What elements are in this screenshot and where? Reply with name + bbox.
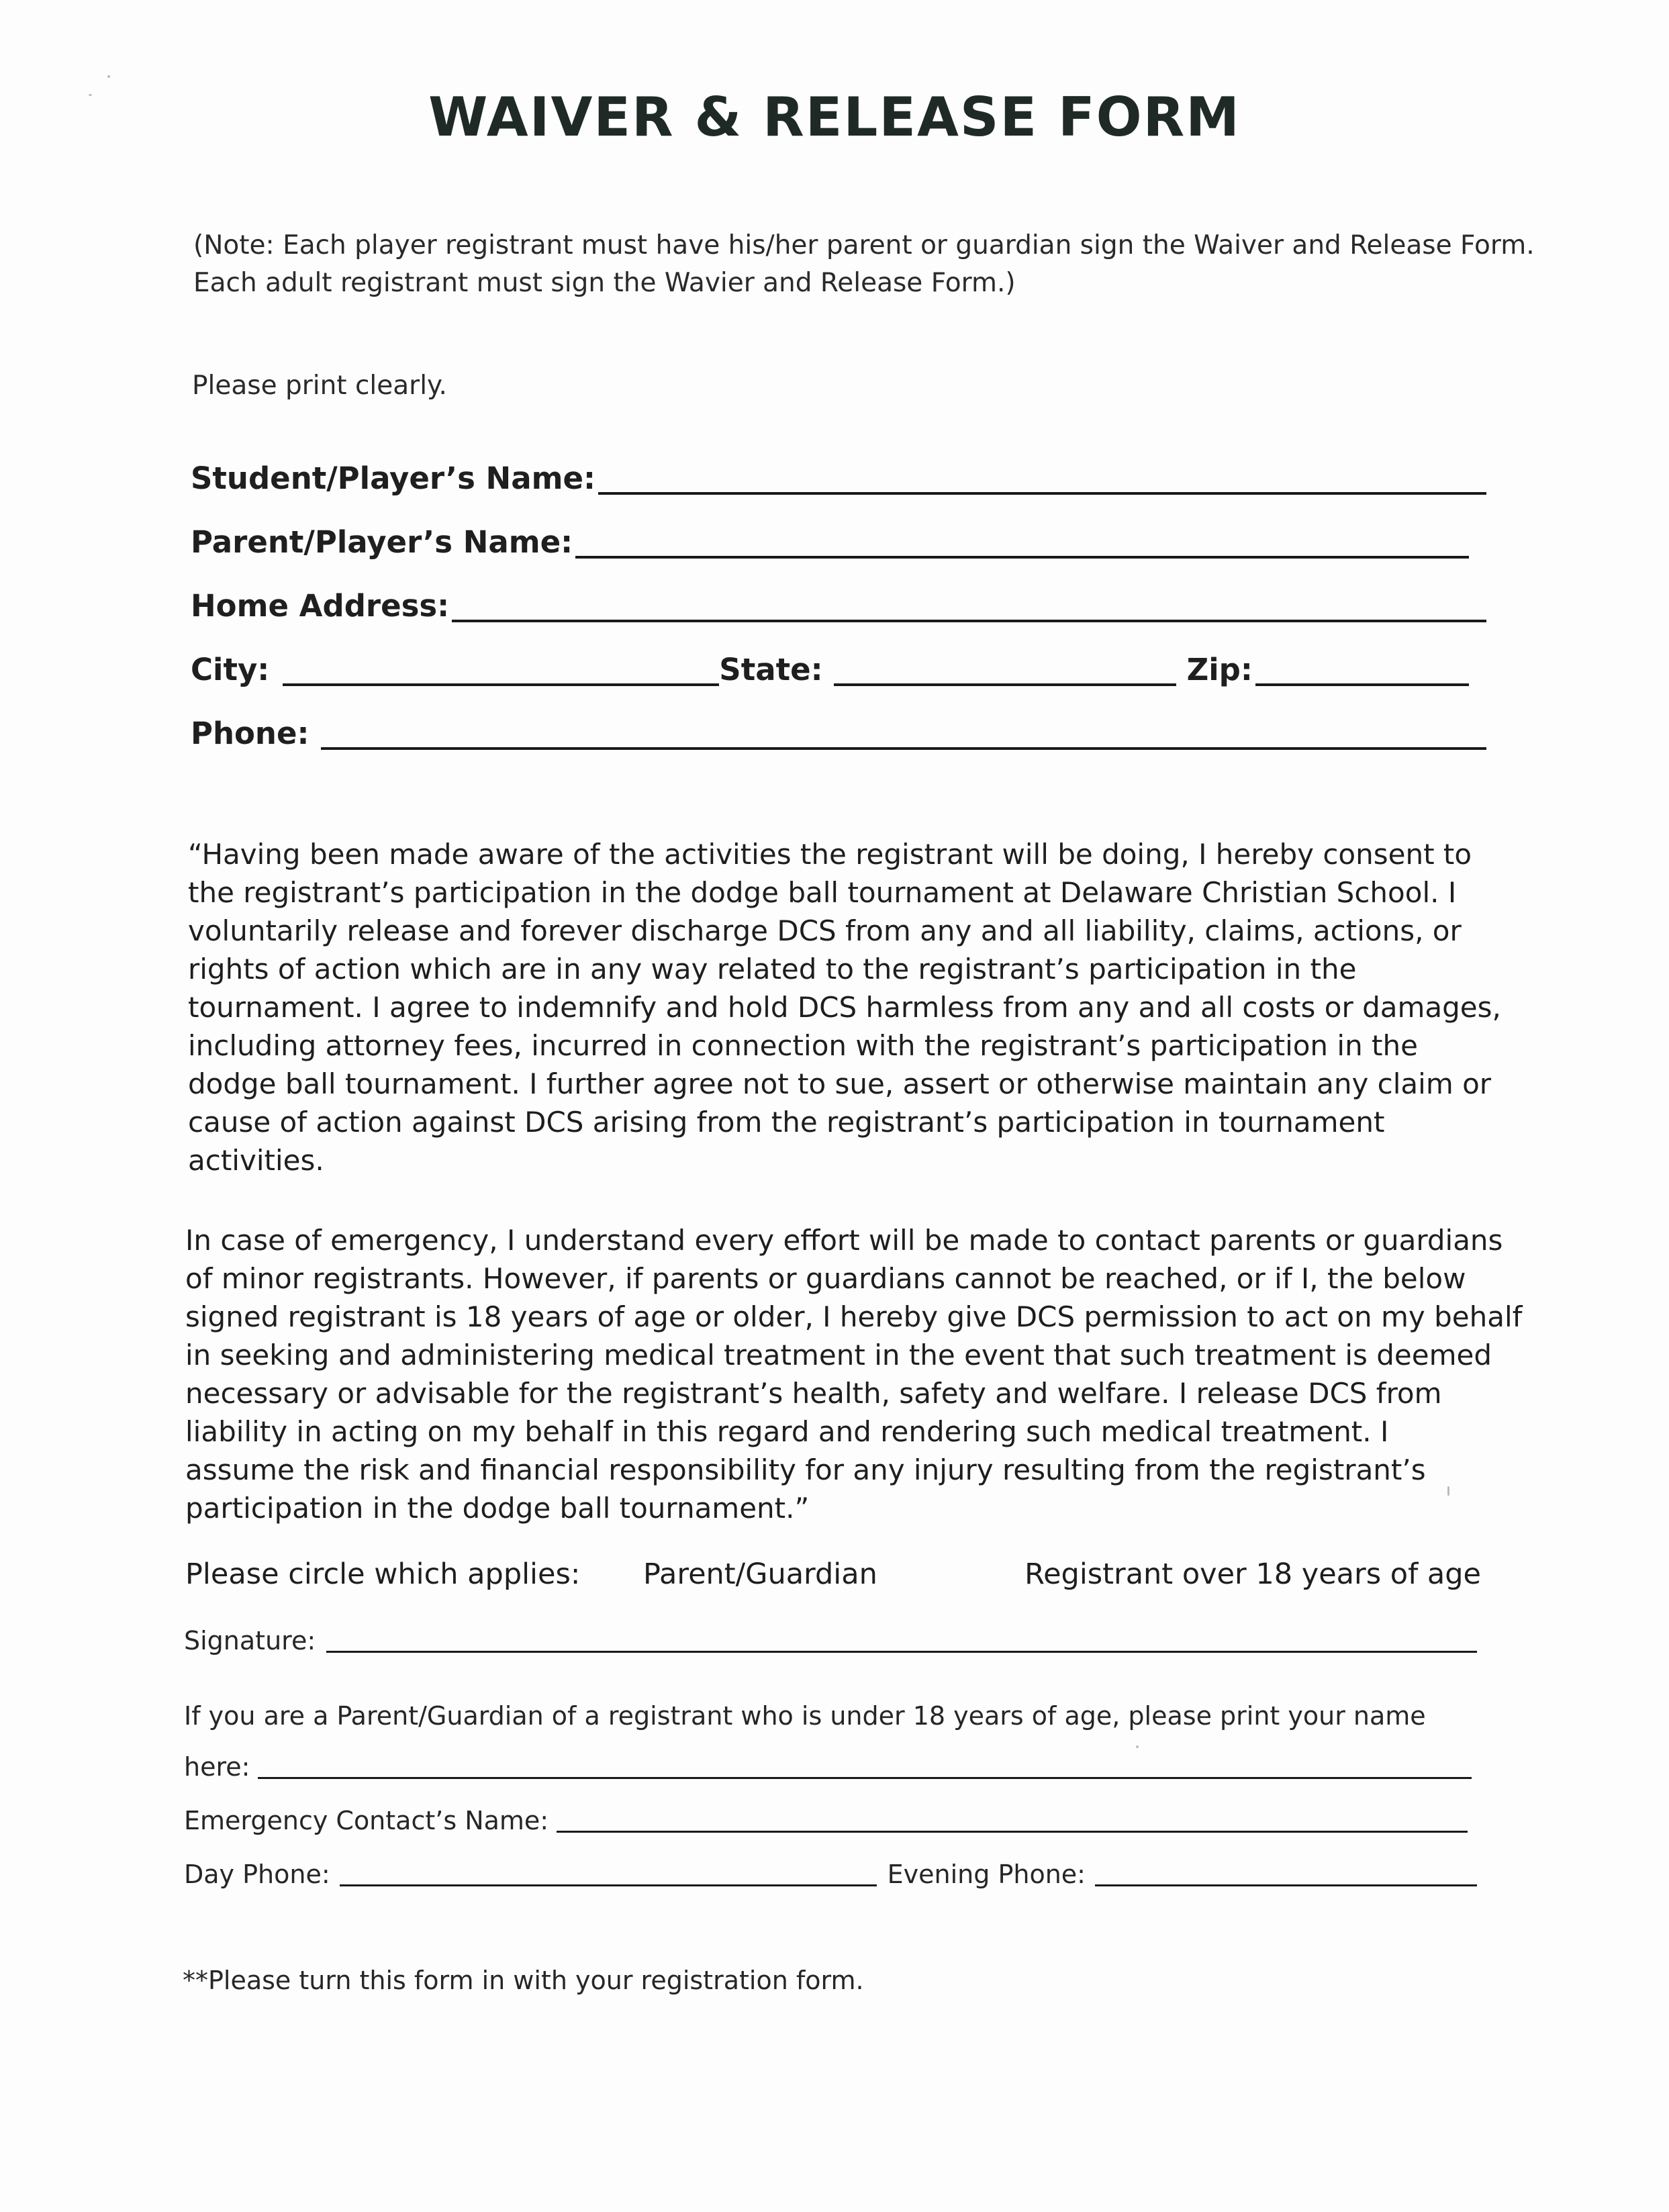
scan-speck — [1136, 1745, 1139, 1748]
here-label: here: — [184, 1752, 250, 1782]
home-address-label: Home Address: — [191, 588, 450, 624]
note-line-1: (Note: Each player registrant must have his/her parent or guardian sign the Waiver and Release Form. — [193, 230, 1535, 260]
signature-row — [184, 1626, 1477, 1655]
emergency-line: assume the risk and financial responsibility for any injury resulting from the registrant’s — [185, 1453, 1426, 1486]
emergency-contact-row — [184, 1806, 1468, 1835]
registrant-note — [193, 227, 1536, 302]
consent-line: activities. — [188, 1144, 324, 1177]
phone-label: Phone: — [191, 716, 309, 751]
emergency-line: participation in the dodge ball tournament.” — [185, 1492, 810, 1525]
option-parent-guardian[interactable]: Parent/Guardian — [643, 1557, 877, 1591]
option-registrant-over-18[interactable]: Registrant over 18 years of age — [1024, 1557, 1481, 1591]
emergency-line: of minor registrants. However, if parents or guardians cannot be reached, or if I, the below — [185, 1262, 1466, 1295]
consent-line: dodge ball tournament. I further agree not to sue, assert or otherwise maintain any claim or — [188, 1067, 1492, 1100]
city-state-zip-row — [191, 652, 1469, 687]
state-label: State: — [719, 652, 823, 687]
emergency-contact-field[interactable] — [557, 1811, 1468, 1833]
student-name-label: Student/Player’s Name: — [191, 461, 595, 496]
student-name-field[interactable] — [598, 468, 1486, 495]
student-name-row — [191, 461, 1486, 496]
print-clearly-instruction: Please print clearly. — [192, 371, 447, 401]
city-field[interactable] — [283, 659, 719, 686]
scan-speck — [1447, 1486, 1449, 1496]
zip-label: Zip: — [1186, 652, 1253, 687]
page-title: WAIVER & RELEASE FORM — [428, 86, 1241, 148]
emergency-line: liability in acting on my behalf in this regard and rendering such medical treatment. I — [185, 1415, 1389, 1448]
evening-phone-label: Evening Phone: — [887, 1860, 1086, 1889]
emergency-paragraph — [185, 1221, 1523, 1527]
consent-line: including attorney fees, incurred in connection with the registrant’s participation in the — [188, 1029, 1418, 1062]
parent-print-name-row — [184, 1752, 1472, 1782]
zip-field[interactable] — [1255, 659, 1469, 686]
consent-line: “Having been made aware of the activities the registrant will be doing, I hereby consent to — [188, 838, 1472, 871]
evening-phone-field[interactable] — [1095, 1864, 1477, 1886]
home-address-row — [191, 588, 1486, 624]
note-line-2: Each adult registrant must sign the Wavier and Release Form.) — [193, 268, 1016, 298]
emergency-contact-label: Emergency Contact’s Name: — [184, 1806, 549, 1835]
footer-note: **Please turn this form in with your registration form. — [183, 1966, 864, 1995]
consent-paragraph — [188, 835, 1501, 1180]
phones-row — [184, 1860, 1477, 1889]
circle-applies-row — [185, 1557, 1481, 1598]
circle-applies-label: Please circle which applies: — [185, 1557, 581, 1591]
state-field[interactable] — [834, 659, 1176, 686]
parent-name-label: Parent/Player’s Name: — [191, 524, 573, 560]
parent-name-field[interactable] — [575, 532, 1469, 559]
day-phone-field[interactable] — [340, 1864, 877, 1886]
scan-speck — [107, 75, 110, 78]
consent-line: rights of action which are in any way related to the registrant’s participation in the — [188, 953, 1357, 985]
consent-line: voluntarily release and forever discharge DCS from any and all liability, claims, actions, or — [188, 914, 1462, 947]
phone-row — [191, 716, 1486, 751]
consent-line: cause of action against DCS arising from the registrant’s participation in tournament — [188, 1106, 1385, 1139]
emergency-line: necessary or advisable for the registrant’s health, safety and welfare. I release DCS from — [185, 1377, 1442, 1410]
day-phone-label: Day Phone: — [184, 1860, 330, 1889]
emergency-line: in seeking and administering medical treatment in the event that such treatment is deemed — [185, 1339, 1492, 1372]
emergency-line: signed registrant is 18 years of age or older, I hereby give DCS permission to act on my behalf — [185, 1300, 1523, 1333]
parent-name-row — [191, 524, 1469, 560]
signature-field[interactable] — [326, 1631, 1477, 1653]
consent-line: the registrant’s participation in the dodge ball tournament at Delaware Christian School. I — [188, 876, 1457, 909]
consent-line: tournament. I agree to indemnify and hold DCS harmless from any and all costs or damages, — [188, 991, 1501, 1024]
signature-label: Signature: — [184, 1626, 316, 1655]
home-address-field[interactable] — [452, 595, 1486, 622]
phone-field[interactable] — [321, 723, 1486, 750]
scan-speck — [89, 94, 92, 96]
emergency-line: In case of emergency, I understand every effort will be made to contact parents or guardians — [185, 1224, 1503, 1257]
city-label: City: — [191, 652, 270, 687]
parent-guardian-note: If you are a Parent/Guardian of a registrant who is under 18 years of age, please print your name — [184, 1701, 1426, 1731]
parent-print-name-field[interactable] — [258, 1757, 1472, 1779]
